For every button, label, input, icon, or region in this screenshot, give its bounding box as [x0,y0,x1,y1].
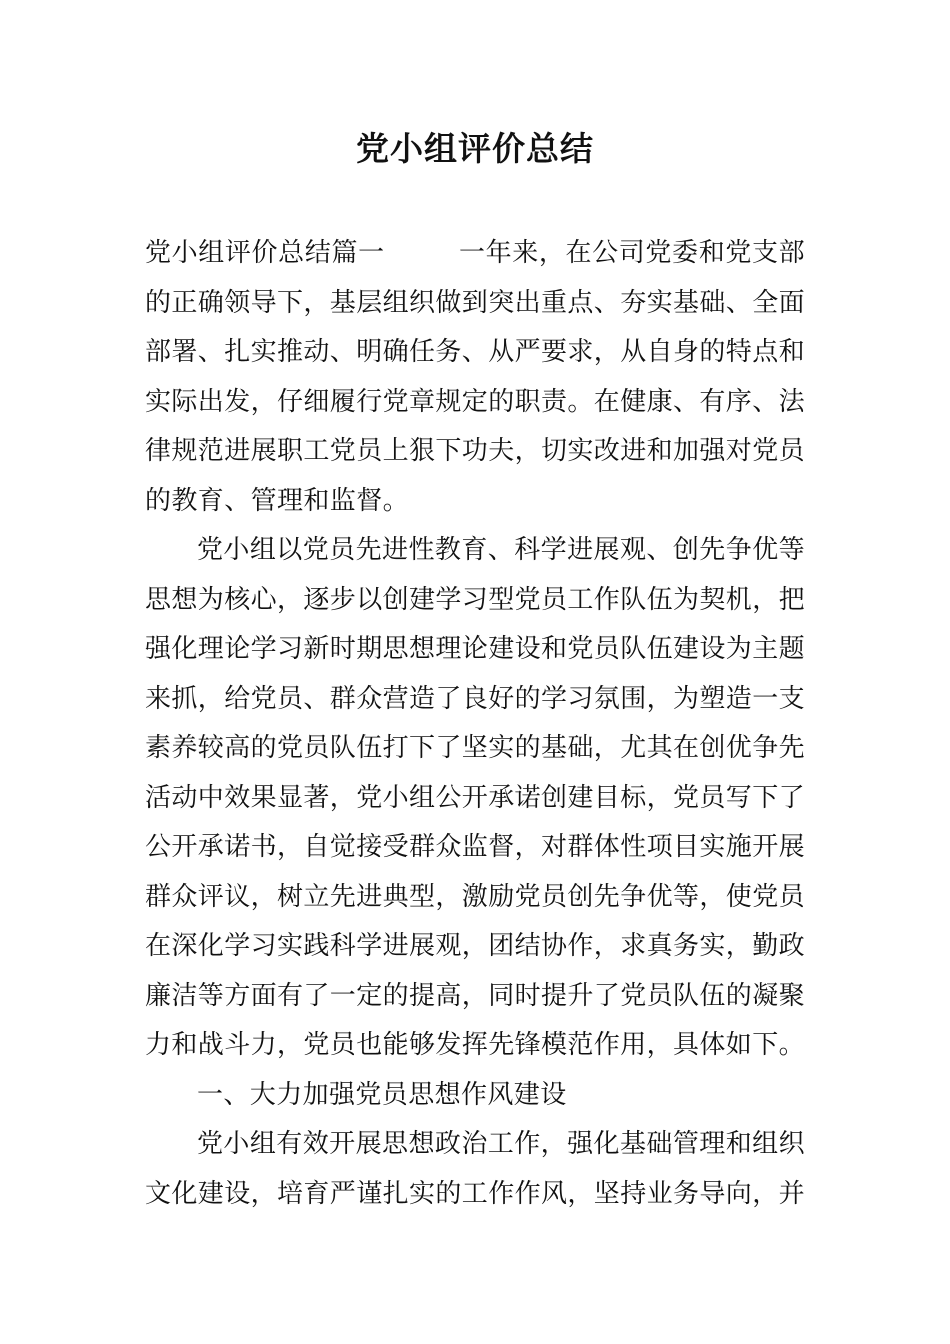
paragraph-1-text: 一年来，在公司党委和党支部的正确领导下，基层组织做到突出重点、夯实基础、全面部署、扎实推动、明确任务、从严要求，从自身的特点和实际出发，仔细履行党章规定的职责。在健康、有序、法律规范进展职工党员上狠下功夫，切实改进和加强对党员的教育、管理和监督。 [145,238,806,516]
document-title: 党小组评价总结 [356,129,594,168]
paragraph-1-lead: 党小组评价总结篇一 [145,238,385,268]
paragraph-3: 党小组有效开展思想政治工作，强化基础管理和组织文化建设，培育严谨扎实的工作作风，坚持业务导向，并 [145,1129,806,1209]
document-body [145,229,805,1219]
section-heading-1: 一、大力加强党员思想作风建设 [197,1079,567,1110]
paragraph-2: 党小组以党员先进性教育、科学进展观、创先争优等思想为核心，逐步以创建学习型党员工作队伍为契机，把强化理论学习新时期思想理论建设和党员队伍建设为主题来抓，给党员、群众营造了良好的学习氛围，为塑造一支素养较高的党员队伍打下了坚实的基础，尤其在创优争先活动中效果显著，党小组公开承诺创建目标，党员写下了公开承诺书，自觉接受群众监督，对群体性项目实施开展群众评议，树立先进典型，激励党员创先争优等，使党员在深化学习实践科学进展观，团结协作，求真务实，勤政廉洁等方面有了一定的提高，同时提升了党员队伍的凝聚力和战斗力，党员也能够发挥先锋模范作用，具体如下。 [145,535,806,1060]
paragraph-1 [145,229,805,526]
